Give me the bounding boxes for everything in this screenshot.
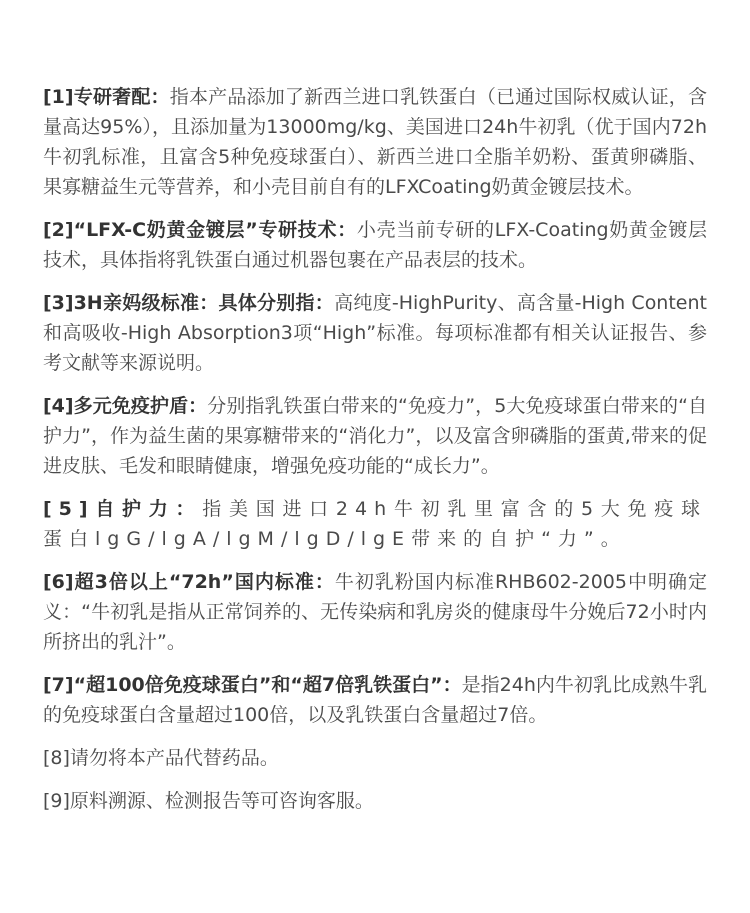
footnote-4 bbox=[43, 391, 707, 481]
footnote-5-text-tail: lgG/lgA/lgM/lgD/lgE带来的自护“力”。 bbox=[95, 528, 627, 550]
footnote-2 bbox=[43, 215, 707, 275]
footnote-3-label: [3]3H亲妈级标准：具体分别指： bbox=[43, 292, 335, 314]
footnote-4-text: 分别指乳铁蛋白带来的“免疫力”，5大免疫球蛋白带来的“自护力”，作为益生菌的果寡糖带来的“消化力”，以及富含卵磷脂的蛋黄,带来的促进皮肤、毛发和眼睛健康，增强免疫功能的“成长力”。 bbox=[43, 395, 707, 477]
footnote-2-text: 小壳当前专研的LFX-Coating奶黄金镀层技术，具体指将乳铁蛋白通过机器包裹在产品表层的技术。 bbox=[43, 219, 708, 271]
footnote-9-text: [9]原料溯源、检测报告等可咨询客服。 bbox=[43, 790, 374, 812]
footnote-7 bbox=[43, 670, 707, 730]
footnote-1 bbox=[43, 82, 707, 202]
footnote-3-text: 高纯度-HighPurity、高含量-High Content和高吸收-High Absorption3项“High”标准。每项标准都有相关认证报告、参考文献等来源说明。 bbox=[43, 292, 707, 374]
footnote-9 bbox=[43, 786, 707, 816]
footnote-5-label: [5]自护力： bbox=[43, 498, 203, 520]
footnote-5-text: 指美国进口24h牛初乳里富含的5大免疫球蛋白 bbox=[43, 498, 707, 550]
footnote-4-label: [4]多元免疫护盾： bbox=[43, 395, 208, 417]
footnote-7-text: 是指24h内牛初乳比成熟牛乳的免疫球蛋白含量超过100倍，以及乳铁蛋白含量超过7倍。 bbox=[43, 674, 707, 726]
footnote-6 bbox=[43, 567, 707, 657]
footnotes-list bbox=[43, 82, 707, 829]
footnote-1-text: 指本产品添加了新西兰进口乳铁蛋白（已通过国际权威认证，含量高达95%），且添加量为13000mg/kg、美国进口24h牛初乳（优于国内72h牛初乳标准，且富含5种免疫球蛋白）、新西兰进口全脂羊奶粉、蛋黄卵磷脂、果寡糖益生元等营养，和小壳目前自有的LFXCoating奶黄金镀层技术。 bbox=[43, 86, 707, 198]
footnote-7-label: [7]“超100倍免疫球蛋白”和“超7倍乳铁蛋白”： bbox=[43, 674, 462, 696]
footnote-3 bbox=[43, 288, 707, 378]
footnote-8 bbox=[43, 743, 707, 773]
footnote-1-label: [1]专研奢配： bbox=[43, 86, 170, 108]
footnote-5 bbox=[43, 494, 707, 554]
footnote-6-text: 牛初乳粉国内标准RHB602-2005中明确定义：“牛初乳是指从正常饲养的、无传染病和乳房炎的健康母牛分娩后72小时内所挤出的乳汁”。 bbox=[43, 571, 707, 653]
footnote-6-label: [6]超3倍以上“72h”国内标准： bbox=[43, 571, 335, 593]
footnote-8-text: [8]请勿将本产品代替药品。 bbox=[43, 747, 279, 769]
footnote-2-label: [2]“LFX-C奶黄金镀层”专研技术： bbox=[43, 219, 357, 241]
